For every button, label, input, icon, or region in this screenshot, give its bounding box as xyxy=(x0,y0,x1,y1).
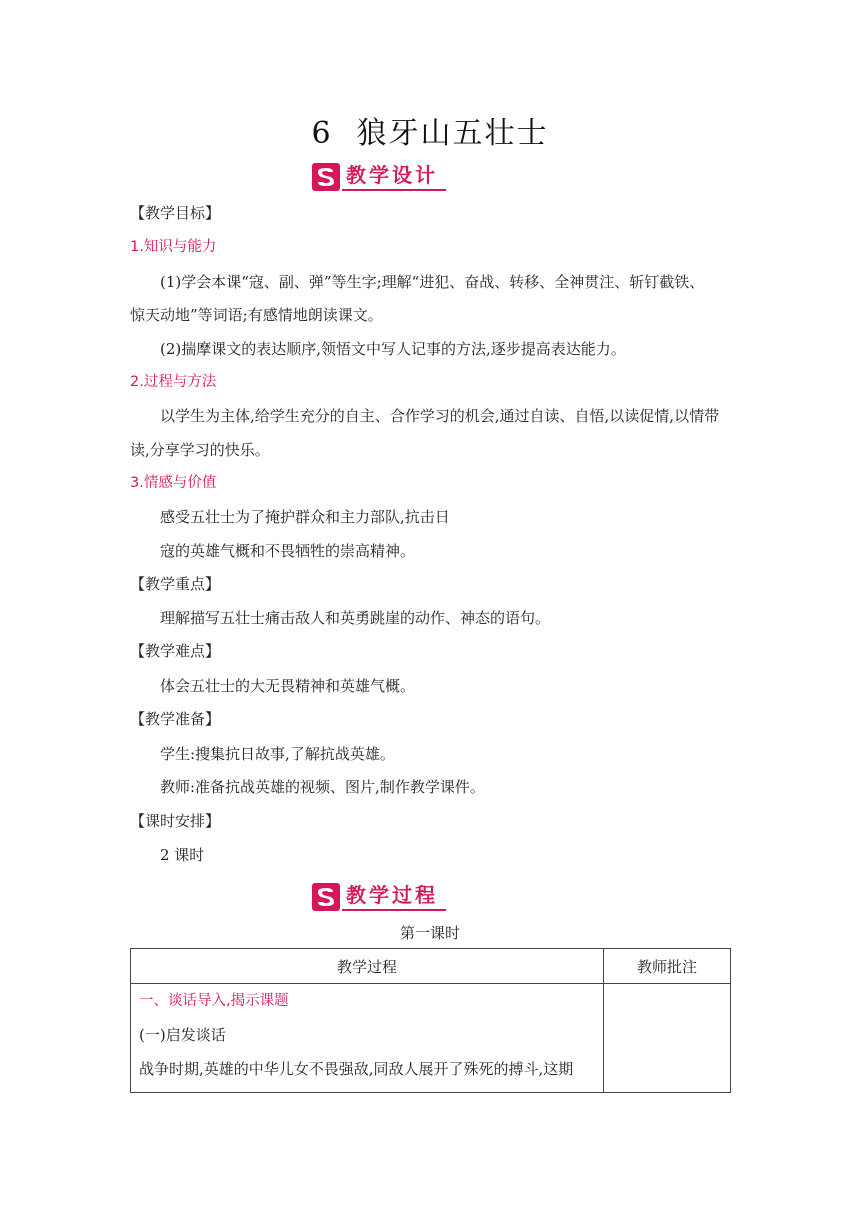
banner-title: 教学设计 xyxy=(346,163,438,187)
heading-preparation: 【教学准备】 xyxy=(130,710,221,728)
cell-text: 战争时期,英雄的中华儿女不畏强敌,同敌人展开了殊死的搏斗,这期 xyxy=(139,1060,574,1078)
step-heading: 一、谈话导入,揭示课题 xyxy=(139,993,289,1009)
sub-step: (一)启发谈话 xyxy=(139,1026,226,1044)
lesson-period-label: 第一课时 xyxy=(399,924,460,942)
table-cell-notes xyxy=(604,984,731,1093)
banner-underline xyxy=(342,189,446,191)
subheading-process: 2.过程与方法 xyxy=(130,374,217,390)
subheading-emotion: 3.情感与价值 xyxy=(130,475,217,491)
section-banner-design xyxy=(312,162,446,192)
heading-schedule: 【课时安排】 xyxy=(130,812,221,830)
heading-difficulties: 【教学难点】 xyxy=(130,642,221,660)
text-line: 理解描写五壮士痛击敌人和英勇跳崖的动作、神态的语句。 xyxy=(160,609,551,627)
banner-title: 教学过程 xyxy=(346,883,438,907)
banner-underline xyxy=(342,909,446,911)
heading-objectives: 【教学目标】 xyxy=(130,204,221,222)
text-line: 感受五壮士为了掩护群众和主力部队,抗击日 xyxy=(160,508,450,526)
subheading-knowledge: 1.知识与能力 xyxy=(130,239,217,255)
column-header-process: 教学过程 xyxy=(131,949,604,984)
table-row xyxy=(131,984,731,1093)
text-line: 以学生为主体,给学生充分的自主、合作学习的机会,通过自读、自悟,以读促情,以情带 xyxy=(160,407,720,425)
heading-key-points: 【教学重点】 xyxy=(130,575,221,593)
text-line: 惊天动地”等词语;有感情地朗读课文。 xyxy=(130,306,383,324)
text-line: 体会五壮士的大无畏精神和英雄气概。 xyxy=(160,677,416,695)
text-line: 2 课时 xyxy=(160,846,205,864)
swirl-logo-icon xyxy=(312,883,340,911)
page-title xyxy=(0,108,860,152)
lesson-number: 6 xyxy=(311,116,333,151)
text-line: (2)揣摩课文的表达顺序,领悟文中写人记事的方法,逐步提高表达能力。 xyxy=(160,340,626,358)
table-header-row xyxy=(131,949,731,984)
section-banner-process xyxy=(312,882,446,912)
text-line: 教师:准备抗战英雄的视频、图片,制作教学课件。 xyxy=(160,778,485,796)
table-cell-process xyxy=(131,984,604,1093)
lesson-table xyxy=(130,948,731,1093)
column-header-notes: 教师批注 xyxy=(604,949,731,984)
swirl-logo-icon xyxy=(312,163,340,191)
text-line: 读,分享学习的快乐。 xyxy=(130,441,270,459)
text-line: (1)学会本课“寇、副、弹”等生字;理解“进犯、奋战、转移、全神贯注、斩钉截铁、 xyxy=(160,273,705,291)
lesson-title: 狼牙山五壮士 xyxy=(356,116,549,151)
text-line: 学生:搜集抗日故事,了解抗战英雄。 xyxy=(160,745,395,763)
text-line: 寇的英雄气概和不畏牺牲的崇高精神。 xyxy=(160,542,416,560)
